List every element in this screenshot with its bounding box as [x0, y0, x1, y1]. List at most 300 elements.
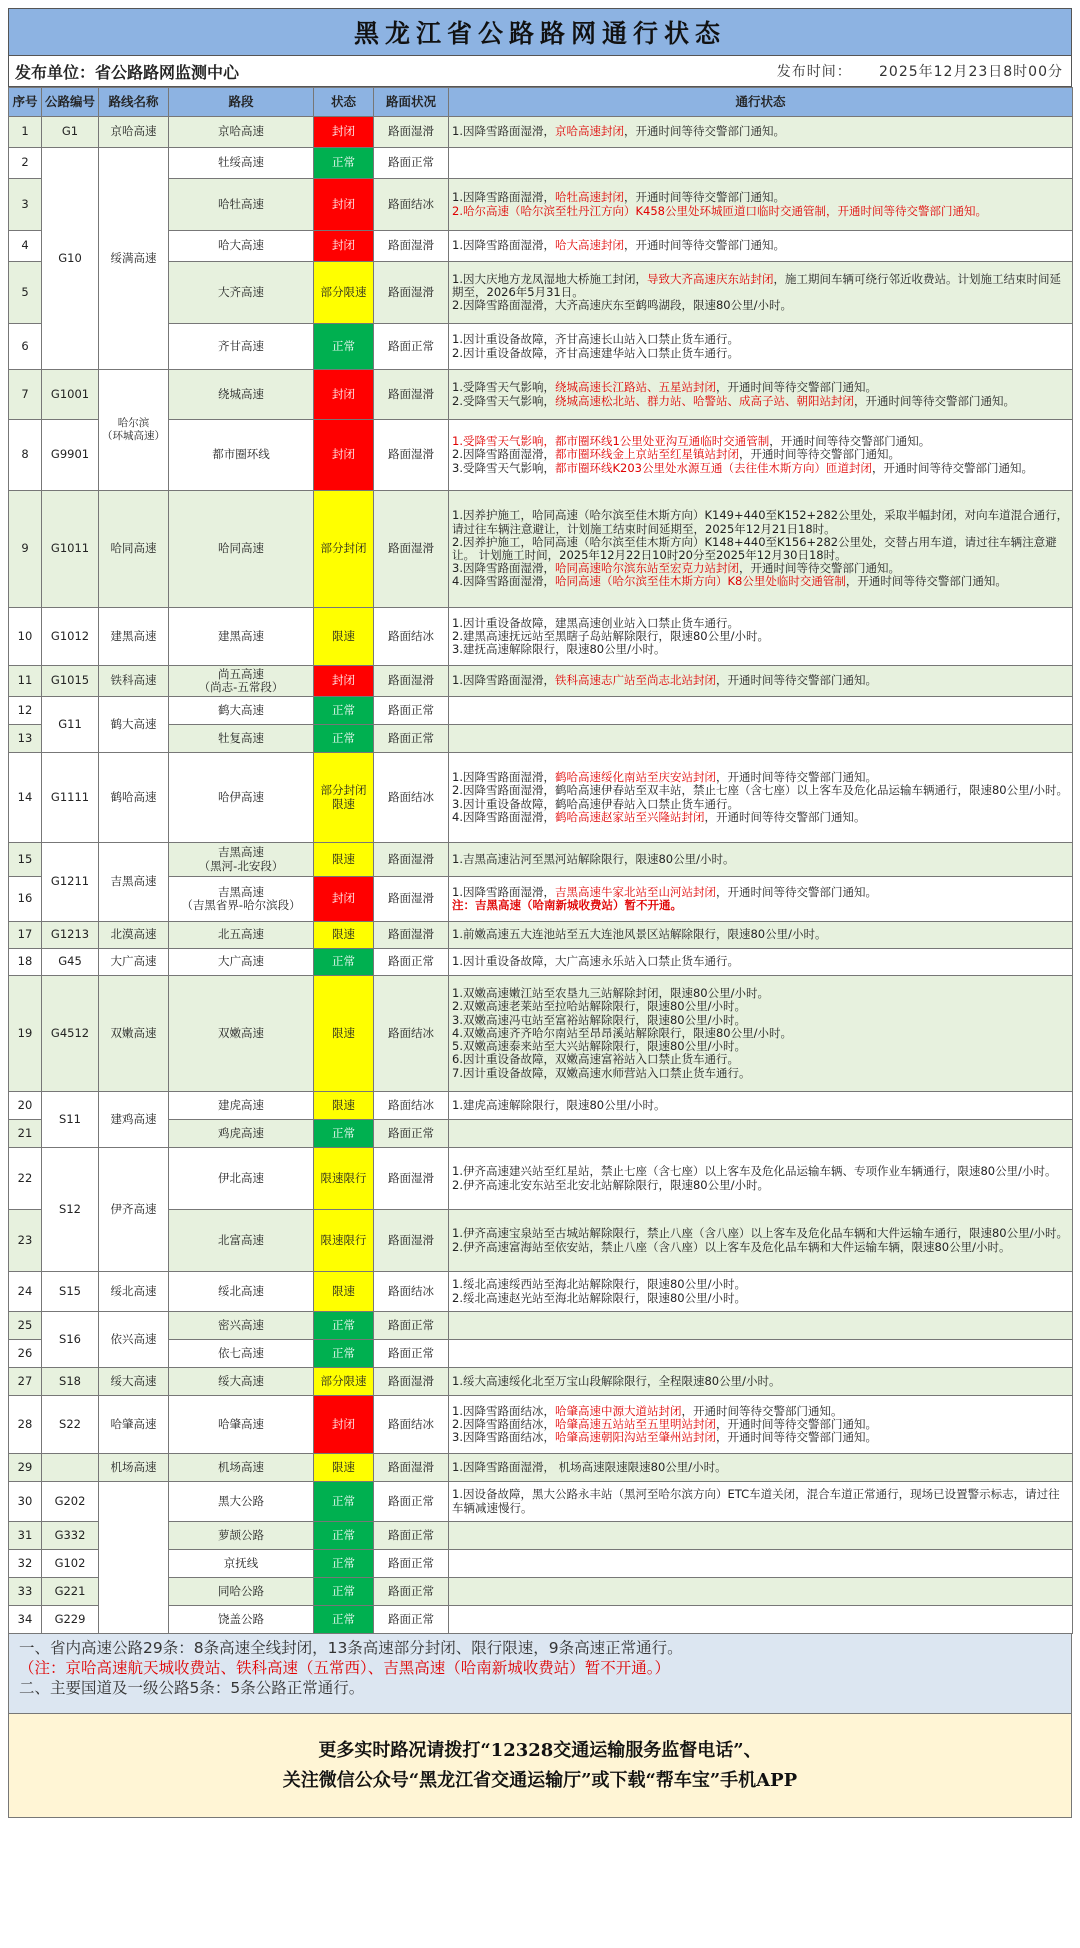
road-code: G10 [42, 148, 99, 370]
detail-text: 2.因降雪路面湿滑， [452, 447, 555, 462]
col-code: 公路编号 [42, 88, 99, 117]
route-name: 鹤大高速 [99, 697, 169, 753]
detail [449, 608, 1073, 666]
detail-text: ，开通时间等待交警部门通知。 [715, 770, 877, 785]
detail [449, 1482, 1073, 1522]
detail-text: 2.受降雪天气影响， [452, 393, 555, 408]
section-name: 齐甘高速 [169, 324, 314, 370]
row-seq: 24 [9, 1272, 42, 1312]
row-seq: 30 [9, 1482, 42, 1522]
section-name: 牡复高速 [169, 725, 314, 753]
detail-text: 1.绥大高速绥化北至万宝山段解除限行，全程限速80公里/小时。 [452, 1373, 781, 1388]
road-condition: 路面湿滑 [374, 1148, 449, 1210]
detail-text: 1.因降雪路面结冰， [452, 1403, 555, 1418]
section-name: 京哈高速 [169, 117, 314, 148]
road-condition: 路面正常 [374, 949, 449, 976]
col-detail: 通行状态 [449, 88, 1073, 117]
road-code [42, 1454, 99, 1482]
road-condition: 路面正常 [374, 1578, 449, 1606]
detail-highlight: 鹤哈高速赵家站至兴隆站封闭 [554, 809, 705, 824]
detail [449, 1272, 1073, 1312]
section-name: 依七高速 [169, 1340, 314, 1368]
section-name: 黑大公路 [169, 1482, 314, 1522]
table-row [9, 949, 1073, 976]
road-condition: 路面正常 [374, 1312, 449, 1340]
detail-highlight: 都市圈环线K203公里处水源互通（去往佳木斯方向）匝道封闭 [554, 460, 872, 475]
col-status: 状态 [314, 88, 374, 117]
road-code: S15 [42, 1272, 99, 1312]
status-badge: 限速限行 [314, 1148, 374, 1210]
detail [449, 148, 1073, 179]
route-name: 机场高速 [99, 1454, 169, 1482]
table-row [9, 370, 1073, 420]
row-seq: 33 [9, 1578, 42, 1606]
summary-footer [8, 1634, 1072, 1714]
road-condition: 路面正常 [374, 1120, 449, 1148]
road-condition: 路面湿滑 [374, 491, 449, 608]
detail-text: 2.因降雪路面湿滑，大齐高速庆东至鹤鸣湖段，限速80公里/小时。 [452, 298, 792, 313]
detail-text: 1.因大庆地方龙凤湿地大桥施工封闭， [452, 271, 647, 286]
detail-text: 5.双嫩高速泰来站至大兴站解除限行，限速80公里/小时。 [452, 1039, 746, 1054]
detail-highlight: 哈牡高速封闭 [554, 190, 624, 205]
table-row [9, 666, 1073, 697]
detail [449, 1092, 1073, 1120]
table-row [9, 1272, 1073, 1312]
table-row [9, 420, 1073, 491]
road-code: G1015 [42, 666, 99, 697]
section-name: 鹤大高速 [169, 697, 314, 725]
route-name: 鹤哈高速 [99, 753, 169, 843]
status-badge: 正常 [314, 1606, 374, 1634]
table-row [9, 697, 1073, 725]
detail-text: 1.绥北高速绥西站至海北站解除限行，限速80公里/小时。 [452, 1277, 746, 1292]
publish-time-wrap [777, 61, 1063, 81]
status-badge: 部分封闭 [314, 491, 374, 608]
section-name: 哈牡高速 [169, 179, 314, 231]
detail-highlight: 吉黑高速牛家北站至山河站封闭 [554, 884, 716, 899]
road-code: G45 [42, 949, 99, 976]
detail-highlight: 京哈高速封闭 [554, 124, 624, 139]
road-condition: 路面湿滑 [374, 1210, 449, 1272]
row-seq: 20 [9, 1092, 42, 1120]
row-seq: 5 [9, 262, 42, 324]
table-row [9, 922, 1073, 949]
detail [449, 697, 1073, 725]
detail [449, 1550, 1073, 1578]
section-name: 建黑高速 [169, 608, 314, 666]
detail-text: ，开通时间等待交警部门通知。 [623, 124, 785, 139]
route-name [99, 1482, 169, 1634]
route-name: 铁科高速 [99, 666, 169, 697]
row-seq: 16 [9, 877, 42, 922]
section-name: 牡绥高速 [169, 148, 314, 179]
table-row [9, 1550, 1073, 1578]
detail-text: 3.因计重设备故障，鹤哈高速伊春站入口禁止货车通行。 [452, 796, 739, 811]
detail-text: 2.因降雪路面湿滑，鹤哈高速伊春站至双丰站，禁止七座（含七座）以上客车及危化品运输车辆通行，限速80公里/小时。 [452, 783, 1068, 798]
row-seq: 4 [9, 231, 42, 262]
row-seq: 10 [9, 608, 42, 666]
detail [449, 922, 1073, 949]
row-seq: 27 [9, 1368, 42, 1396]
route-name: 建鸡高速 [99, 1092, 169, 1148]
col-route: 路线名称 [99, 88, 169, 117]
status-badge: 封闭 [314, 179, 374, 231]
detail-highlight: 都市圈环线金上京站至红星镇站封闭 [554, 447, 739, 462]
road-condition: 路面正常 [374, 1550, 449, 1578]
route-name: 北漠高速 [99, 922, 169, 949]
section-name: 北富高速 [169, 1210, 314, 1272]
detail-text: 3.因降雪路面湿滑， [452, 561, 555, 576]
detail [449, 420, 1073, 491]
promo-banner [8, 1714, 1072, 1818]
section-name: 吉黑高速 （黑河-北安段） [169, 843, 314, 877]
status-badge: 正常 [314, 1522, 374, 1550]
detail-text: 1.因设备故障，黑大公路永丰站（黑河至哈尔滨方向）ETC车道关闭，混合车道正常通行，现场已设置警示标志，请过往车辆减速慢行。 [452, 1487, 1060, 1515]
table-row [9, 1148, 1073, 1210]
route-name: 绥大高速 [99, 1368, 169, 1396]
detail-highlight: 导致大齐高速庆东站封闭 [646, 271, 774, 286]
detail [449, 370, 1073, 420]
road-condition: 路面结冰 [374, 976, 449, 1092]
detail-text: 1.建虎高速解除限行，限速80公里/小时。 [452, 1097, 666, 1112]
road-condition: 路面正常 [374, 697, 449, 725]
route-name: 绥满高速 [99, 148, 169, 370]
road-code: S18 [42, 1368, 99, 1396]
detail [449, 976, 1073, 1092]
status-badge: 封闭 [314, 666, 374, 697]
row-seq: 29 [9, 1454, 42, 1482]
route-name: 哈尔滨 （环城高速） [99, 370, 169, 491]
detail [449, 949, 1073, 976]
table-row [9, 491, 1073, 608]
table-row [9, 753, 1073, 843]
detail [449, 1340, 1073, 1368]
detail-note: 注：吉黑高速（哈南新城收费站）暂不开通。 [452, 898, 682, 912]
detail-text: 1.前嫩高速五大连池站至五大连池风景区站解除限行，限速80公里/小时。 [452, 927, 827, 942]
status-badge: 正常 [314, 1578, 374, 1606]
section-name: 哈同高速 [169, 491, 314, 608]
detail-text: 2.绥北高速赵光站至海北站解除限行，限速80公里/小时。 [452, 1290, 746, 1305]
status-badge: 正常 [314, 1482, 374, 1522]
route-name: 双嫩高速 [99, 976, 169, 1092]
detail [449, 753, 1073, 843]
road-condition: 路面正常 [374, 725, 449, 753]
row-seq: 14 [9, 753, 42, 843]
detail-highlight: 哈肇高速中源大道站封闭 [554, 1403, 682, 1418]
status-badge: 封闭 [314, 370, 374, 420]
detail-text: 1.伊齐高速宝泉站至古城站解除限行，禁止八座（含八座）以上客车及危化品车辆和大件运输车通行，限速80公里/小时。 [452, 1226, 1068, 1241]
route-name: 哈肇高速 [99, 1396, 169, 1454]
status-badge: 正常 [314, 697, 374, 725]
traffic-table [8, 87, 1073, 1634]
row-seq: 25 [9, 1312, 42, 1340]
status-badge: 部分限速 [314, 262, 374, 324]
road-code: G1211 [42, 843, 99, 922]
road-code: G9901 [42, 420, 99, 491]
road-code: G332 [42, 1522, 99, 1550]
table-row [9, 1606, 1073, 1634]
road-condition: 路面正常 [374, 1340, 449, 1368]
road-code: G229 [42, 1606, 99, 1634]
road-code: G1001 [42, 370, 99, 420]
table-row [9, 1454, 1073, 1482]
promo-line: 更多实时路况请拨打“12328交通运输服务监督电话”、 [318, 1739, 762, 1761]
detail-text: 1.伊齐高速建兴站至红星站，禁止七座（含七座）以上客车及危化品运输车辆、专项作业车辆通行，限速80公里/小时。 [452, 1164, 1057, 1179]
promo-line: 关注微信公众号“黑龙江省交通运输厅”或下载“帮车宝”手机APP [282, 1769, 798, 1791]
table-row [9, 1396, 1073, 1454]
detail-text: 3.因降雪路面结冰， [452, 1430, 555, 1445]
status-badge: 限速 [314, 1092, 374, 1120]
section-name: 大齐高速 [169, 262, 314, 324]
detail-text: 4.因降雪路面湿滑， [452, 809, 555, 824]
road-code: G1011 [42, 491, 99, 608]
detail-text: 1.因计重设备故障，建黑高速创业站入口禁止货车通行。 [452, 615, 739, 630]
detail-text: ，开通时间等待交警部门通知。 [738, 561, 900, 576]
summary-note: （注：京哈高速航天城收费站、铁科高速（五常西）、吉黑高速（哈南新城收费站）暂不开通。） [19, 1659, 671, 1677]
detail [449, 1148, 1073, 1210]
road-condition: 路面湿滑 [374, 231, 449, 262]
detail [449, 1454, 1073, 1482]
detail-text: 1.受降雪天气影响， [452, 380, 555, 395]
detail-highlight: 哈同高速（哈尔滨至佳木斯方向）K8公里处临时交通管制 [554, 574, 846, 589]
road-condition: 路面湿滑 [374, 370, 449, 420]
section-name: 吉黑高速 （吉黑省界-哈尔滨段） [169, 877, 314, 922]
table-row [9, 608, 1073, 666]
row-seq: 6 [9, 324, 42, 370]
detail-highlight: 铁科高速志广站至尚志北站封闭 [554, 673, 716, 688]
road-condition: 路面湿滑 [374, 666, 449, 697]
row-seq: 8 [9, 420, 42, 491]
road-code: S11 [42, 1092, 99, 1148]
detail [449, 262, 1073, 324]
table-row [9, 1210, 1073, 1272]
status-badge: 正常 [314, 1120, 374, 1148]
detail-highlight: 绕城高速松北站、群力站、哈警站、成高子站、朝阳站封闭 [554, 393, 854, 408]
col-road: 路面状况 [374, 88, 449, 117]
road-code: G202 [42, 1482, 99, 1522]
road-condition: 路面正常 [374, 1606, 449, 1634]
table-row [9, 179, 1073, 231]
section-name: 建虎高速 [169, 1092, 314, 1120]
detail-text: 2.因计重设备故障，齐甘高速建华站入口禁止货车通行。 [452, 345, 739, 360]
table-row [9, 1120, 1073, 1148]
road-code: S12 [42, 1148, 99, 1272]
detail-highlight: 哈同高速哈尔滨东站至宏克力站封闭 [554, 561, 739, 576]
table-row [9, 1312, 1073, 1340]
road-condition: 路面结冰 [374, 753, 449, 843]
detail-text: 6.因计重设备故障，双嫩高速富裕站入口禁止货车通行。 [452, 1052, 739, 1067]
detail-text: 4.因降雪路面湿滑， [452, 574, 555, 589]
status-badge: 限速 [314, 976, 374, 1092]
summary-line: 二、主要国道及一级公路5条：5条公路正常通行。 [19, 1679, 365, 1697]
detail-text: ，开通时间等待交警部门通知。 [715, 884, 877, 899]
section-name: 机场高速 [169, 1454, 314, 1482]
status-badge: 封闭 [314, 1396, 374, 1454]
row-seq: 17 [9, 922, 42, 949]
section-name: 哈伊高速 [169, 753, 314, 843]
detail-text: 1.因降雪路面湿滑， [452, 238, 555, 253]
status-badge: 限速 [314, 1272, 374, 1312]
detail-text: ，开通时间等待交警部门通知。 [845, 574, 1007, 589]
road-code: G102 [42, 1550, 99, 1578]
row-seq: 9 [9, 491, 42, 608]
row-seq: 28 [9, 1396, 42, 1454]
detail-text: 4.双嫩高速齐齐哈尔南站至昂昂溪站解除限行，限速80公里/小时。 [452, 1025, 792, 1040]
detail-text: ，开通时间等待交警部门通知。 [715, 1430, 877, 1445]
section-name: 大广高速 [169, 949, 314, 976]
road-condition: 路面正常 [374, 324, 449, 370]
section-name: 饶盖公路 [169, 1606, 314, 1634]
road-condition: 路面正常 [374, 1482, 449, 1522]
section-name: 京抚线 [169, 1550, 314, 1578]
summary-line: 一、省内高速公路29条：8条高速全线封闭，13条高速部分封闭、限行限速，9条高速正常通行。 [19, 1639, 683, 1657]
detail-text: ，开通时间等待交警部门通知。 [853, 393, 1015, 408]
table-row [9, 725, 1073, 753]
section-name: 哈肇高速 [169, 1396, 314, 1454]
section-name: 绥北高速 [169, 1272, 314, 1312]
publisher: 发布单位：省公路路网监测中心 [15, 62, 240, 82]
status-badge: 正常 [314, 1340, 374, 1368]
detail-text: 1.因降雪路面湿滑， [452, 770, 555, 785]
section-name: 同哈公路 [169, 1578, 314, 1606]
table-row [9, 148, 1073, 179]
road-condition: 路面湿滑 [374, 1454, 449, 1482]
status-badge: 正常 [314, 324, 374, 370]
detail [449, 1368, 1073, 1396]
road-code: G1111 [42, 753, 99, 843]
detail [449, 1578, 1073, 1606]
table-row [9, 1092, 1073, 1120]
detail [449, 179, 1073, 231]
detail-text: 7.因计重设备故障，双嫩高速水师营站入口禁止货车通行。 [452, 1065, 751, 1080]
route-name: 吉黑高速 [99, 843, 169, 922]
status-badge: 封闭 [314, 117, 374, 148]
detail-text: 2.伊齐高速富海站至依安站，禁止八座（含八座）以上客车及危化品车辆和大件运输车辆，限速80公里/小时。 [452, 1239, 1011, 1254]
status-badge: 正常 [314, 148, 374, 179]
road-condition: 路面结冰 [374, 608, 449, 666]
page [8, 8, 1072, 1932]
road-code: G11 [42, 697, 99, 753]
section-name: 尚五高速 （尚志-五常段） [169, 666, 314, 697]
route-name: 哈同高速 [99, 491, 169, 608]
row-seq: 15 [9, 843, 42, 877]
detail [449, 324, 1073, 370]
table-row [9, 1578, 1073, 1606]
detail-text: ，开通时间等待交警部门通知。 [681, 1403, 843, 1418]
row-seq: 26 [9, 1340, 42, 1368]
table-row [9, 843, 1073, 877]
road-condition: 路面湿滑 [374, 262, 449, 324]
detail-highlight: 绕城高速长江路站、五星站封闭 [554, 380, 716, 395]
road-condition: 路面正常 [374, 1522, 449, 1550]
detail [449, 725, 1073, 753]
col-seq: 序号 [9, 88, 42, 117]
row-seq: 22 [9, 1148, 42, 1210]
section-name: 萝颉公路 [169, 1522, 314, 1550]
detail-text: 1.因降雪路面湿滑， [452, 673, 555, 688]
row-seq: 2 [9, 148, 42, 179]
row-seq: 21 [9, 1120, 42, 1148]
publish-time-label: 发布时间： [776, 64, 852, 80]
detail-text: 2.因养护施工，哈同高速（哈尔滨至佳木斯方向）K148+440至K156+282公里处，交替占用车道，请过往车辆注意避让。 计划施工时间，2025年12月22日10时20分至2025年12月30日18时。 [452, 534, 1057, 562]
status-badge: 封闭 [314, 420, 374, 491]
detail [449, 1606, 1073, 1634]
section-name: 双嫩高速 [169, 976, 314, 1092]
table-row [9, 976, 1073, 1092]
section-name: 绕城高速 [169, 370, 314, 420]
detail-text: ，开通时间等待交警部门通知。 [623, 190, 785, 205]
detail-highlight: 2.哈尔高速（哈尔滨至牡丹江方向）K458公里处环城匝道口临时交通管制，开通时间等待交警部门通知。 [452, 203, 987, 218]
row-seq: 11 [9, 666, 42, 697]
detail-text: 2.双嫩高速老莱站至拉哈站解除限行，限速80公里/小时。 [452, 999, 746, 1014]
row-seq: 12 [9, 697, 42, 725]
detail-text: 1.因降雪路面湿滑， [452, 884, 555, 899]
publish-time: 2025年12月23日8时00分 [879, 64, 1063, 80]
table-row [9, 1368, 1073, 1396]
detail-text: 1.因养护施工，哈同高速（哈尔滨至佳木斯方向）K149+440至K152+282公里处，采取半幅封闭，对向车道混合通行，请过往车辆注意避让，计划施工结束时间延期至，2025年12月21日18时。 [452, 508, 1069, 536]
road-code: G221 [42, 1578, 99, 1606]
table-row [9, 1482, 1073, 1522]
route-name: 绥北高速 [99, 1272, 169, 1312]
table-row [9, 324, 1073, 370]
detail-text: 1.因降雪路面湿滑， [452, 124, 555, 139]
row-seq: 13 [9, 725, 42, 753]
status-badge: 限速 [314, 843, 374, 877]
road-code: G1012 [42, 608, 99, 666]
detail-text: ，开通时间等待交警部门通知。 [769, 434, 931, 449]
row-seq: 23 [9, 1210, 42, 1272]
road-condition: 路面湿滑 [374, 117, 449, 148]
detail [449, 231, 1073, 262]
row-seq: 3 [9, 179, 42, 231]
road-condition: 路面湿滑 [374, 843, 449, 877]
detail [449, 1120, 1073, 1148]
row-seq: 32 [9, 1550, 42, 1578]
detail-highlight: 哈大高速封闭 [554, 238, 624, 253]
detail-text: ，施工期间车辆可绕行邻近收费站。计划施工结束时间延期至，2026年5月31日。 [452, 271, 1061, 299]
detail-text: ，开通时间等待交警部门通知。 [623, 238, 785, 253]
row-seq: 18 [9, 949, 42, 976]
section-name: 哈大高速 [169, 231, 314, 262]
table-row [9, 231, 1073, 262]
status-badge: 封闭 [314, 877, 374, 922]
detail-text: ，开通时间等待交警部门通知。 [871, 460, 1033, 475]
detail-text: ，开通时间等待交警部门通知。 [738, 447, 900, 462]
road-code: S16 [42, 1312, 99, 1368]
route-name: 京哈高速 [99, 117, 169, 148]
detail [449, 877, 1073, 922]
col-section: 路段 [169, 88, 314, 117]
detail-text: ，开通时间等待交警部门通知。 [715, 1416, 877, 1431]
detail-text: 1.因计重设备故障，齐甘高速长山站入口禁止货车通行。 [452, 332, 739, 347]
table-header [9, 88, 1073, 117]
detail-highlight: 哈肇高速五站站至五里明站封闭 [554, 1416, 716, 1431]
table-row [9, 877, 1073, 922]
status-badge: 限速 [314, 1454, 374, 1482]
row-seq: 7 [9, 370, 42, 420]
detail-text: ，开通时间等待交警部门通知。 [715, 673, 877, 688]
table-row [9, 1522, 1073, 1550]
detail [449, 843, 1073, 877]
road-code: G4512 [42, 976, 99, 1092]
detail-text: 3.建抚高速解除限行，限速80公里/小时。 [452, 642, 666, 657]
table-row [9, 117, 1073, 148]
row-seq: 34 [9, 1606, 42, 1634]
status-badge: 部分封闭 限速 [314, 753, 374, 843]
section-name: 北五高速 [169, 922, 314, 949]
detail-text: 2.因降雪路面结冰， [452, 1416, 555, 1431]
section-name: 绥大高速 [169, 1368, 314, 1396]
